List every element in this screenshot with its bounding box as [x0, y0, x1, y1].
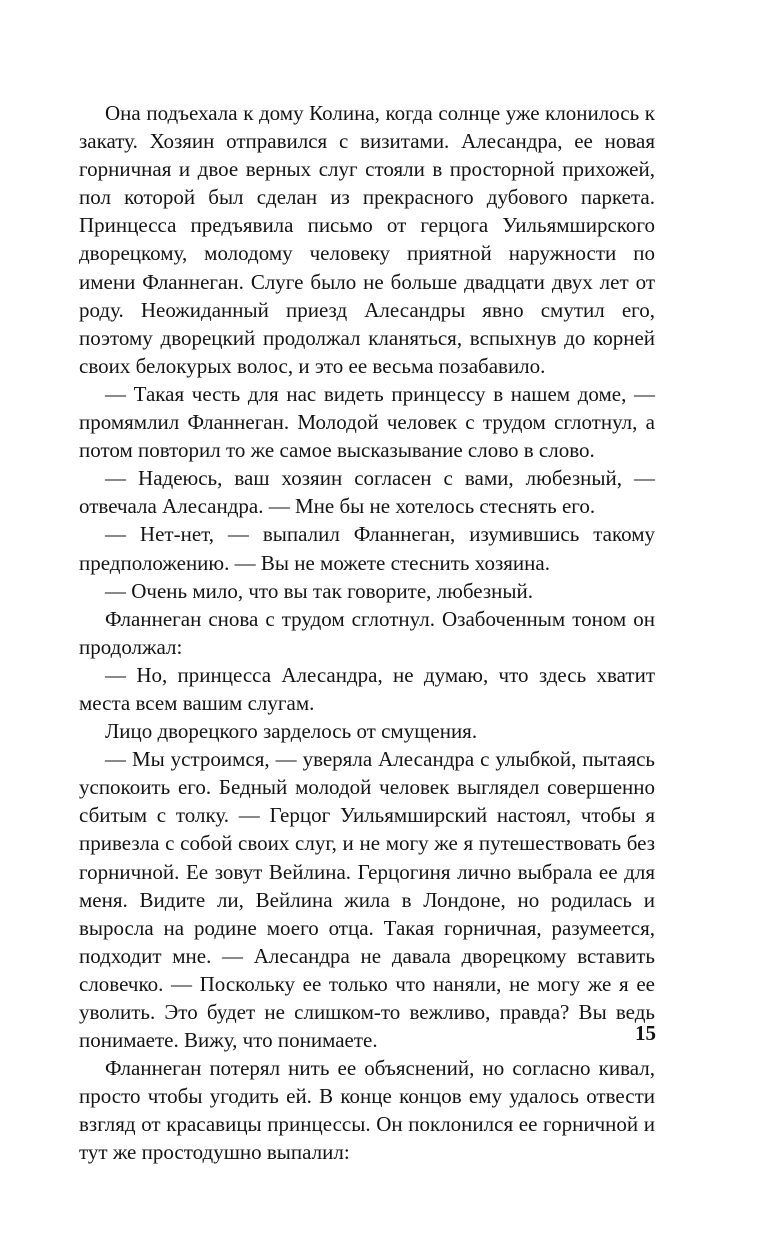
paragraph: — Нет-нет, — выпалил Фланнеган, изумившись такому предположению. — Вы не можете стеснить хозяина. [79, 522, 655, 575]
paragraph: Лицо дворецкого зарделось от смущения. [105, 719, 478, 744]
page-number: 15 [635, 1021, 656, 1045]
paragraph: — Но, принцесса Алесандра, не думаю, что здесь хватит места всем вашим слугам. [79, 662, 655, 715]
paragraph: — Очень мило, что вы так говорите, любезный. [105, 578, 533, 603]
paragraph: Фланнеган снова с трудом сглотнул. Озабоченным тоном он продолжал: [79, 606, 655, 659]
paragraph: — Надеюсь, ваш хозяин согласен с вами, любезный, — отвечала Алесандра. — Мне бы не хотелось стеснять его. [79, 466, 655, 519]
paragraph: — Такая честь для нас видеть принцессу в нашем доме, — промямлил Фланнеган. Молодой человек с трудом сглотнул, а потом повторил то же самое высказывание слово в слово. [79, 381, 655, 463]
paragraph: — Мы устроимся, — уверяла Алесандра с улыбкой, пытаясь успокоить его. Бедный молодой человек выглядел совершенно сбитым с толку. — Герцог Уильямширский настоял, чтобы я привезла с собой своих слуг, и не могу же я путешествовать без горничной. Ее зовут Вейлина. Герцогиня лично выбрала ее для меня. Видите ли, Вейлина жила в Лондоне, но родилась и выросла на родине моего отца. Такая горничная, разумеется, подходит мне. — Алесандра не давала дворецкому вставить словечко. — Поскольку ее только что наняли, не могу же я ее уволить. Это будет не слишком-то вежливо, правда? Вы ведь понимаете. Вижу, что понимаете. [79, 747, 655, 1053]
body-text [79, 99, 655, 1167]
paragraph: Она подъехала к дому Колина, когда солнце уже клонилось к закату. Хозяин отправился с визитами. Алесандра, ее новая горничная и двое верных слуг стояли в просторной прихожей, пол которой был сделан из прекрасного дубового паркета. Принцесса предъявила письмо от герцога Уильямширского дворецкому, молодому человеку приятной наружности по имени Фланнеган. Слуге было не больше двадцати двух лет от роду. Неожиданный приезд Алесандры явно смутил его, поэтому дворецкий продолжал кланяться, вспыхнув до корней своих белокурых волос, и это ее весьма позабавило. [79, 101, 655, 378]
paragraph: Фланнеган потерял нить ее объяснений, но согласно кивал, просто чтобы угодить ей. В конце концов ему удалось отвести взгляд от красавицы принцессы. Он поклонился ее горничной и тут же простодушно выпалил: [79, 1056, 655, 1165]
